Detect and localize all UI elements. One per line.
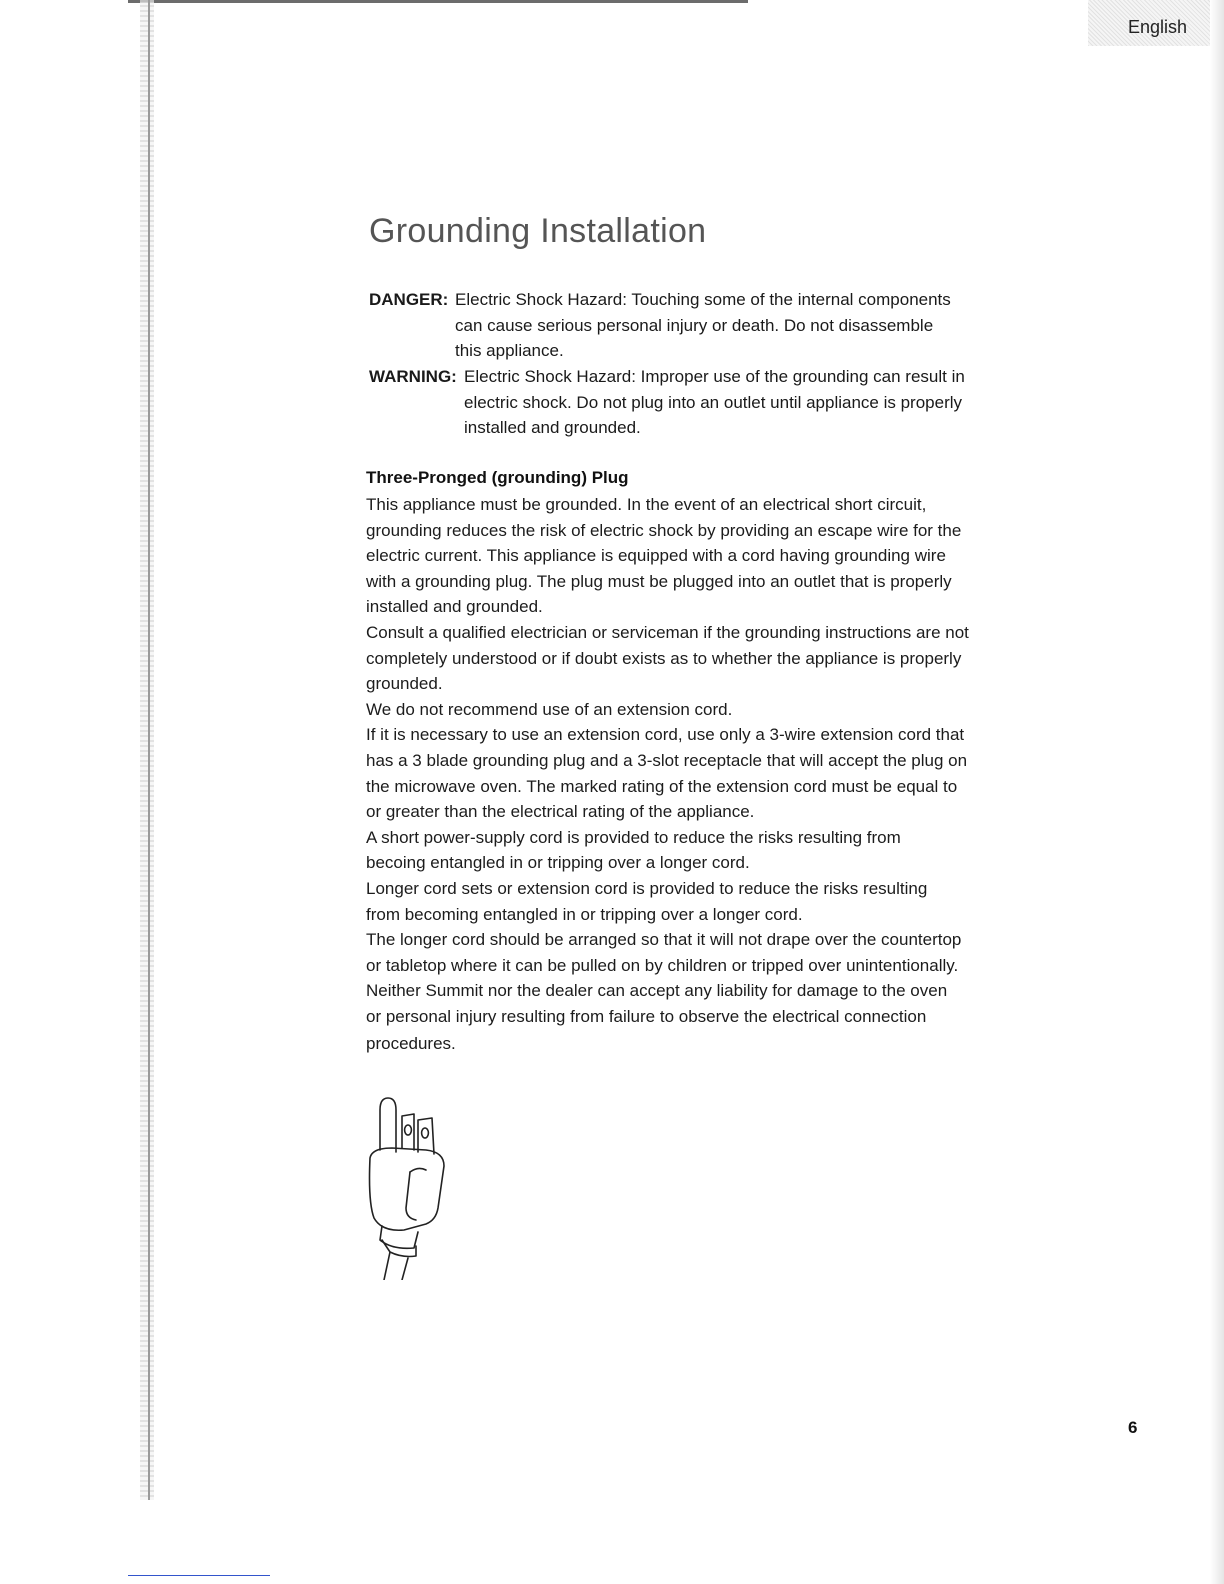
body-line: Longer cord sets or extension cord is provided to reduce the risks resulting [366, 878, 928, 898]
warning-notice [369, 364, 1009, 444]
body-line: The longer cord should be arranged so that it will not drape over the countertop [366, 930, 962, 950]
language-tab-label: English [1128, 17, 1188, 37]
body-line: from becoming entangled in or tripping over a longer cord. [366, 904, 803, 924]
scan-right-edge [1210, 0, 1224, 1584]
warning-line: installed and grounded. [464, 418, 641, 437]
language-tab [1088, 0, 1210, 46]
body-line: Neither Summit nor the dealer can accept any liability for damage to the oven [366, 981, 948, 1001]
body-line: has a 3 blade grounding plug and a 3-slot receptacle that will accept the plug on [366, 750, 968, 770]
warning-line: Electric Shock Hazard: Improper use of the grounding can result in [464, 367, 965, 386]
section-body [366, 492, 1016, 1057]
danger-line: this appliance. [455, 341, 564, 360]
body-line: the microwave oven. The marked rating of the extension cord must be equal to [366, 776, 958, 796]
three-prong-plug-icon [352, 1090, 462, 1280]
body-line: We do not recommend use of an extension cord. [366, 699, 733, 719]
body-line: electric current. This appliance is equipped with a cord having grounding wire [366, 546, 946, 566]
danger-line: Electric Shock Hazard: Touching some of the internal components [455, 290, 951, 309]
danger-label: DANGER: [369, 290, 449, 309]
page-number: 6 [1128, 1418, 1138, 1437]
body-line: completely understood or if doubt exists as to whether the appliance is properly [366, 648, 962, 668]
body-line: grounding reduces the risk of electric shock by providing an escape wire for the [366, 520, 962, 540]
body-line: A short power-supply cord is provided to reduce the risks resulting from [366, 827, 901, 847]
body-line: If it is necessary to use an extension cord, use only a 3-wire extension cord that [366, 725, 965, 745]
scan-binding-edge [140, 0, 154, 1500]
scan-top-edge [128, 0, 748, 3]
warning-text [464, 364, 1009, 441]
body-line: grounded. [366, 674, 443, 694]
warning-line: electric shock. Do not plug into an outlet until appliance is properly [464, 392, 963, 412]
body-line: This appliance must be grounded. In the event of an electrical short circuit, [366, 495, 927, 514]
danger-line: can cause serious personal injury or death. Do not disassemble [455, 315, 934, 335]
danger-notice [369, 287, 1009, 367]
body-line: becoing entangled in or tripping over a longer cord. [366, 853, 750, 873]
page-title: Grounding Installation [369, 212, 707, 250]
body-line: or greater than the electrical rating of the appliance. [366, 802, 755, 822]
body-line: with a grounding plug. The plug must be plugged into an outlet that is properly [366, 571, 952, 591]
section-heading: Three-Pronged (grounding) Plug [366, 468, 629, 487]
danger-text [455, 287, 1005, 364]
body-line: or personal injury resulting from failure to observe the electrical connection [366, 1006, 927, 1026]
warning-label: WARNING: [369, 367, 457, 386]
scan-bottom-mark [128, 1575, 270, 1576]
body-line: Consult a qualified electrician or serviceman if the grounding instructions are not [366, 622, 969, 642]
body-line: or tabletop where it can be pulled on by children or tripped over unintentionally. [366, 955, 959, 975]
body-line: installed and grounded. [366, 597, 543, 617]
body-line: procedures. [366, 1034, 456, 1054]
scan-binding-line [148, 0, 150, 1500]
